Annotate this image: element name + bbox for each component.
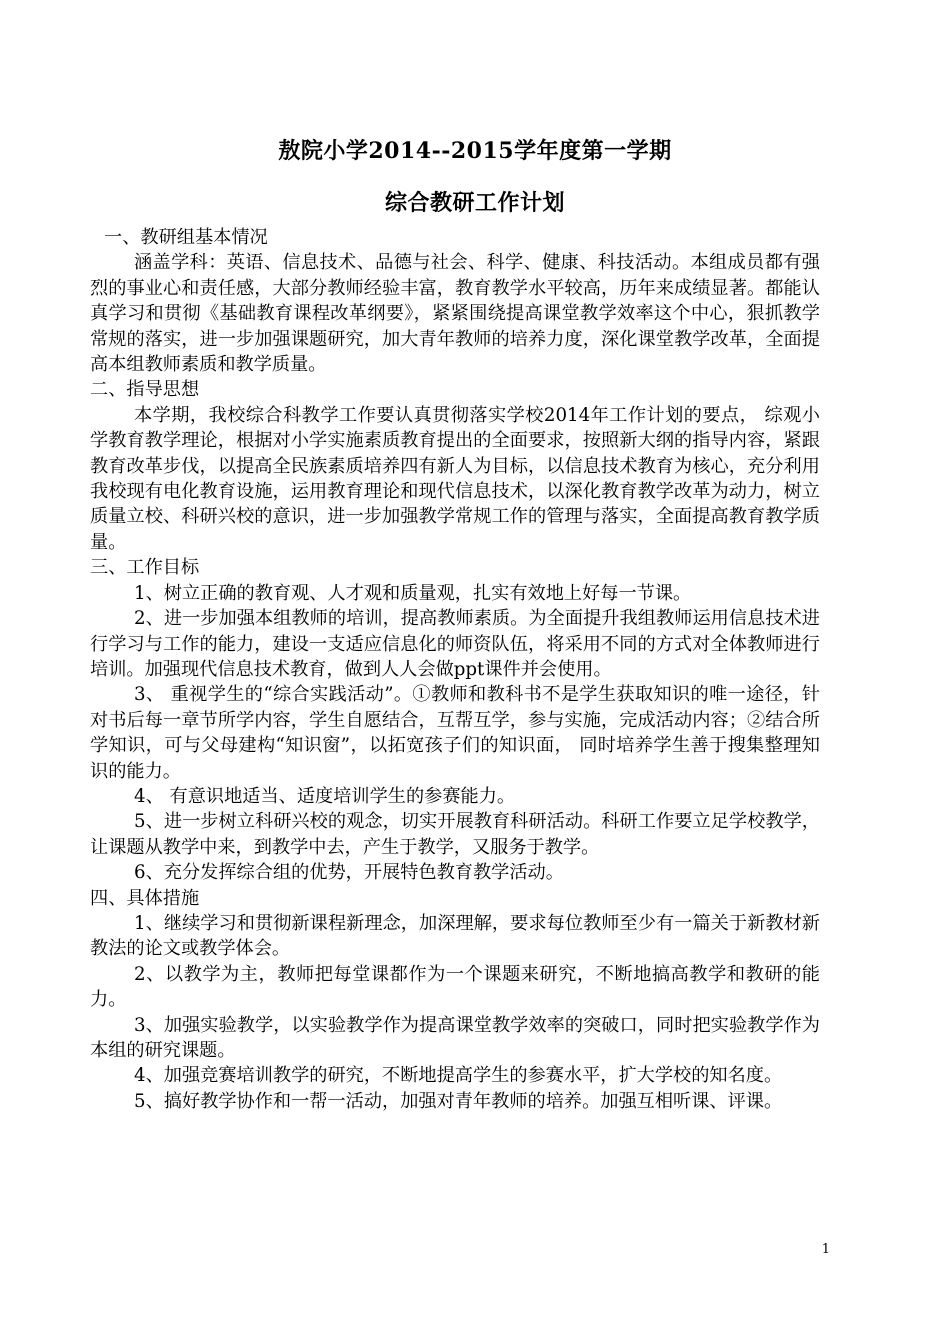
list-item: 4、 有意识地适当、适度培训学生的参赛能力。 (134, 785, 516, 807)
paragraph: 本学期，我校综合科教学工作要认真贯彻落实学校2014年工作计划的要点， 综观小学教育教学理论，根据对小学实施素质教育提出的全面要求，按照新大纲的指导内容，紧跟教育改革步伐，以提高全民族素质培养四有新人为目标，以信息技术教育为核心，充分利用我校现有电化教育设施，运用教育理论和现代信息技术，以深化教育教学改革为动力，树立质量立校、科研兴校的意识，进一步加强教学常规工作的管理与落实，全面提高教育教学质量。 (90, 404, 820, 553)
section-heading-work-goals: 三、工作目标 (90, 557, 200, 579)
list-item: 5、搞好教学协作和一帮一活动，加强对青年教师的培养。加强互相听课、评课。 (134, 1090, 783, 1112)
list-item: 6、充分发挥综合组的优势，开展特色教育教学活动。 (134, 862, 564, 884)
list-item: 3、加强实验教学，以实验教学作为提高课堂教学效率的突破口，同时把实验教学作为本组的研究课题。 (90, 1014, 820, 1061)
document-body (90, 225, 820, 1114)
section-heading-specific-measures: 四、具体措施 (90, 887, 200, 909)
list-item: 3、 重视学生的“综合实践活动”。①教师和教科书不是学生获取知识的唯一途径，针对书后每一章节所学内容，学生自愿结合，互帮互学，参与实施，完成活动内容；②结合所学知识，可与父母建构“知识窗”，以拓宽孩子们的知识面， 同时培养学生善于搜集整理知识的能力。 (90, 684, 820, 782)
page-number: 1 (821, 1242, 830, 1257)
list-item: 1、树立正确的教育观、人才观和质量观，扎实有效地上好每一节课。 (134, 582, 692, 604)
list-item: 5、进一步树立科研兴校的观念，切实开展教育科研活动。科研工作要立足学校教学，让课题从教学中来，到教学中去，产生于教学，又服务于教学。 (90, 811, 820, 858)
list-item: 1、继续学习和贯彻新课程新理念，加深理解，要求每位教师至少有一篇关于新教材新教法的论文或教学体会。 (90, 912, 820, 960)
list-item: 2、以教学为主，教师把每堂课都作为一个课题来研究，不断地搞高教学和教研的能力。 (90, 963, 820, 1011)
document-title: 敖院小学2014--2015学年度第一学期 (278, 138, 672, 164)
list-item: 4、加强竞赛培训教学的研究，不断地提高学生的参赛水平，扩大学校的知名度。 (134, 1065, 783, 1087)
document-subtitle: 综合教研工作计划 (384, 190, 565, 216)
section-heading-guiding-ideology: 二、指导思想 (90, 379, 200, 401)
section-heading-basic-info: 一、教研组基本情况 (104, 227, 268, 248)
list-item: 2、进一步加强本组教师的培训，提高教师素质。为全面提升我组教师运用信息技术进行学习与工作的能力，建设一支适应信息化的师资队伍，将采用不同的方式对全体教师进行培训。加强现代信息技术教育，做到人人会做ppt课件并会使用。 (90, 608, 820, 680)
paragraph: 涵盖学科：英语、信息技术、品德与社会、科学、健康、科技活动。本组成员都有强烈的事业心和责任感，大部分教师经验丰富，教育教学水平较高，历年来成绩显著。都能认真学习和贯彻《基础教育课程改革纲要》，紧紧围绕提高课堂教学效率这个中心，狠抓教学常规的落实，进一步加强课题研究，加大青年教师的培养力度，深化课堂教学改革，全面提高本组教师素质和教学质量。 (90, 252, 820, 376)
